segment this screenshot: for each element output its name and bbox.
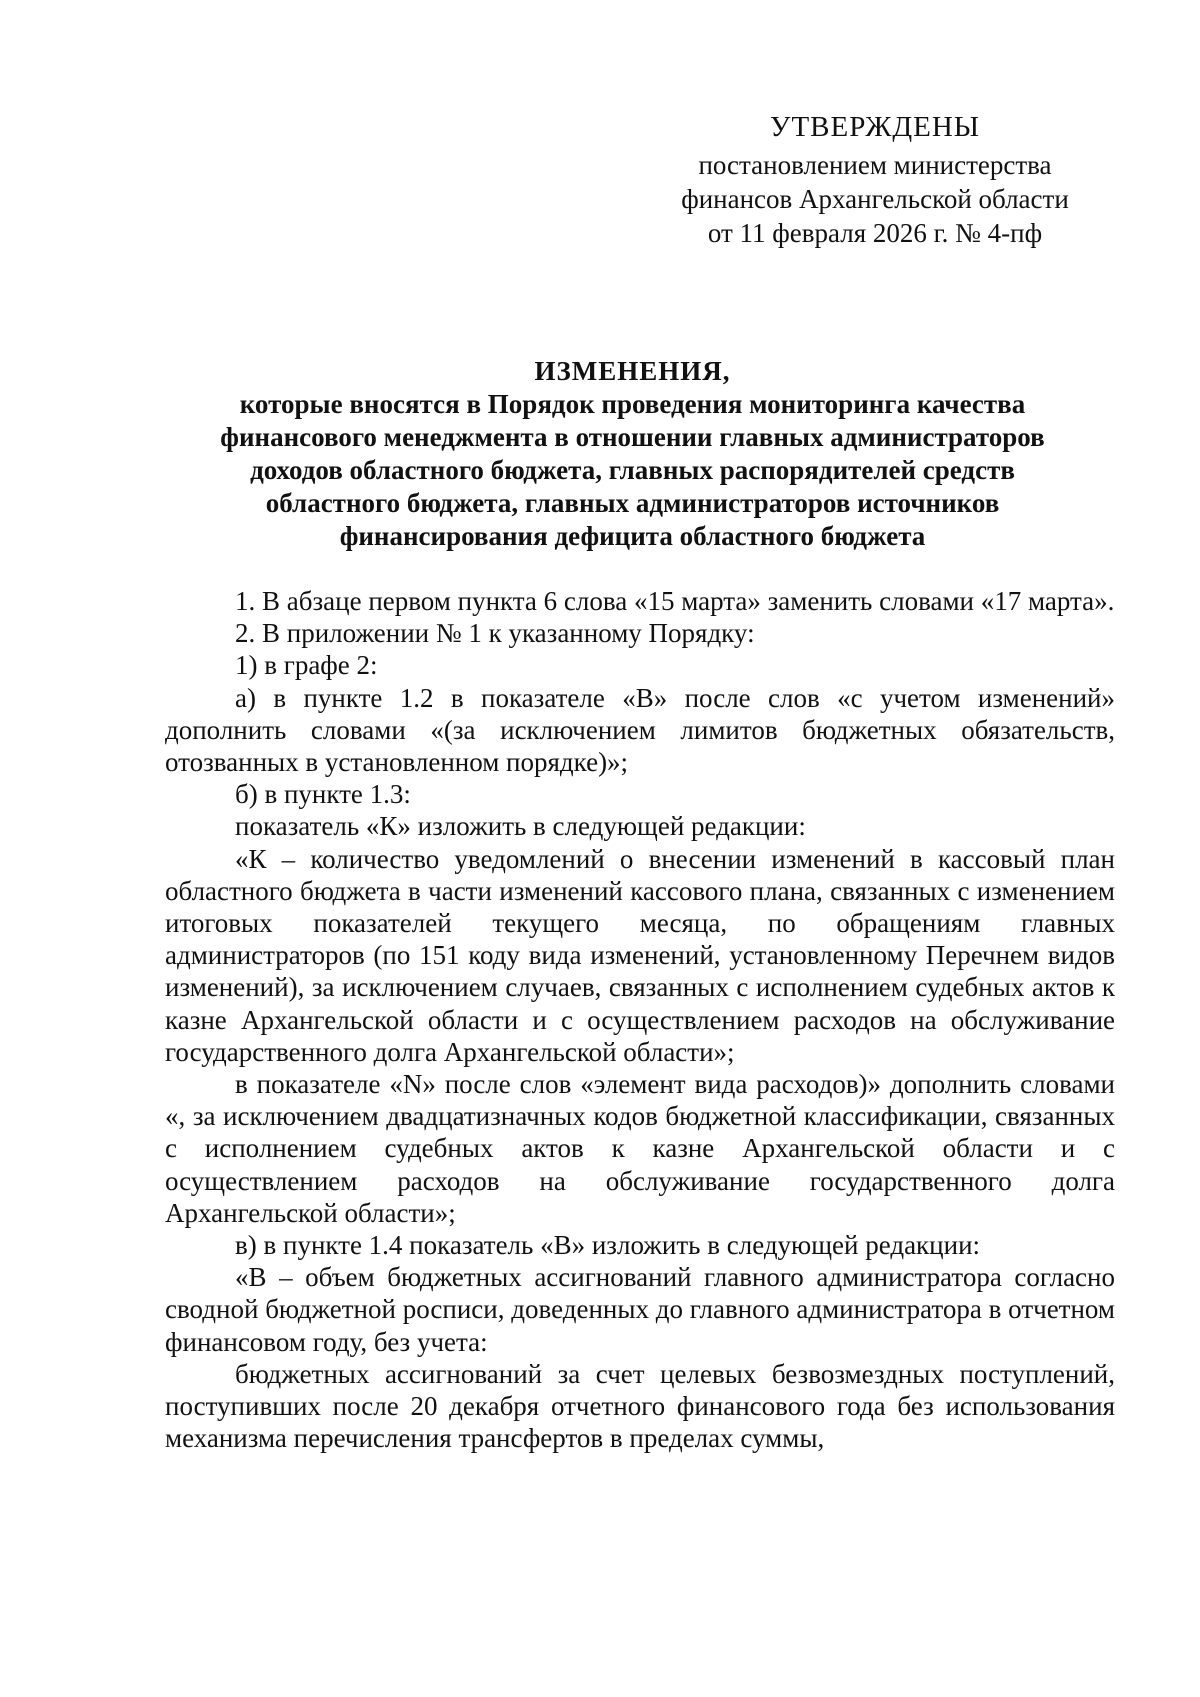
title-line-5: финансирования дефицита областного бюджета [339, 521, 926, 551]
paragraph-1: 1. В абзаце первом пункта 6 слова «15 марта» заменить словами «17 марта». [235, 586, 1115, 616]
paragraph-7: «К – количество уведомлений о внесении изменений в кассовый план областного бюджета в части изменений кассового плана, связанных с изменением итоговых показателей текущего месяца, по обращениям главных администраторов (по 151 коду вида изменений, установленному Перечнем видов изменений), за исключением случаев, связанных с исполнением судебных актов к казне Архангельской области и с осуществлением расходов на обслуживание государственного долга Архангельской области»; [165, 843, 1115, 1067]
approval-block [660, 110, 1090, 250]
paragraph-11: бюджетных ассигнований за счет целевых безвозмездных поступлений, поступивших после 20 декабря отчетного финансового года без использования механизма перечисления трансфертов в пределах суммы, [165, 1358, 1115, 1454]
title-line-4: областного бюджета, главных администраторов источников [265, 488, 1000, 518]
paragraph-8: в показателе «N» после слов «элемент вида расходов)» дополнить словами «, за исключением двадцатизначных кодов бюджетной классификации, связанных с исполнением судебных актов к казне Архангельской области и с осуществлением расходов на обслуживание государственного долга Архангельской области»; [165, 1069, 1115, 1228]
paragraph-4: а) в пункте 1.2 в показателе «В» после слов «с учетом изменений» дополнить словами «(за исключением лимитов бюджетных обязательств, отозванных в установленном порядке)»; [165, 682, 1115, 778]
paragraph-3: 1) в графе 2: [235, 650, 378, 681]
paragraph-10: «В – объем бюджетных ассигнований главного администратора согласно сводной бюджетной росписи, доведенных до главного администратора в отчетном финансовом году, без учета: [165, 1262, 1115, 1357]
approval-line-1: постановлением министерства [698, 150, 1052, 180]
paragraph-2: 2. В приложении № 1 к указанному Порядку: [235, 618, 755, 649]
title-line-1: которые вносятся в Порядок проведения мониторинга качества [239, 389, 1026, 419]
title-line-3: доходов областного бюджета, главных распорядителей средств [250, 455, 1015, 485]
title-line-2: финансового менеджмента в отношении главных администраторов [220, 422, 1045, 452]
document-title [165, 355, 1100, 553]
title-main: ИЗМЕНЕНИЯ, [534, 356, 731, 386]
approval-line-2: финансов Архангельской области [681, 184, 1069, 214]
approval-line-3: от 11 февраля 2026 г. № 4-пф [707, 218, 1043, 248]
paragraph-6: показатель «К» изложить в следующей редакции: [235, 811, 806, 842]
approval-heading: УТВЕРЖДЕНЫ [769, 111, 981, 143]
paragraph-9: в) в пункте 1.4 показатель «В» изложить в следующей редакции: [235, 1230, 981, 1261]
document-body [165, 585, 1115, 1454]
paragraph-5: б) в пункте 1.3: [235, 779, 411, 810]
